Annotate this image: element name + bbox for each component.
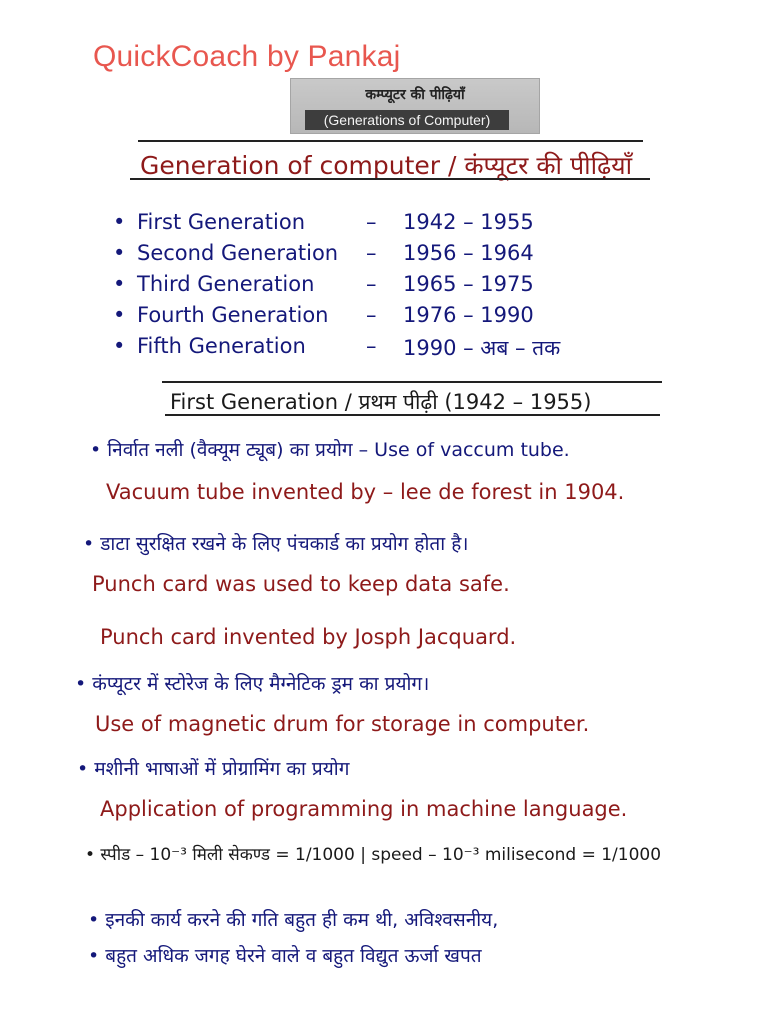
dash: – (366, 210, 377, 234)
bullet: • (113, 272, 126, 296)
generation-name: Fourth Generation (137, 303, 329, 327)
section-title: First Generation / प्रथम पीढ़ी (1942 – 1955) (170, 390, 592, 414)
note-line: • स्पीड – 10⁻³ मिली सेकण्ड = 1/1000 | speed – 10⁻³ milisecond = 1/1000 (85, 845, 662, 865)
generation-range: 1956 – 1964 (403, 241, 534, 265)
brand-watermark: QuickCoach by Pankaj (93, 40, 401, 73)
note-line: • बहुत अधिक जगह घेरने वाले व बहुत विद्युत ऊर्जा खपत (88, 945, 482, 967)
generation-list (113, 210, 583, 365)
note-line: Punch card invented by Josph Jacquard. (100, 625, 517, 649)
generation-range: 1990 – अब – तक (403, 336, 561, 360)
generation-name: First Generation (137, 210, 306, 234)
dash: – (366, 303, 377, 327)
generation-range: 1942 – 1955 (403, 210, 534, 234)
generation-range: 1976 – 1990 (403, 303, 534, 327)
generation-item (113, 334, 583, 362)
note-line: Punch card was used to keep data safe. (92, 572, 510, 596)
note-line: Vacuum tube invented by – lee de forest in 1904. (106, 480, 625, 504)
note-line: • मशीनी भाषाओं में प्रोग्रामिंग का प्रयोग (77, 758, 350, 780)
dash: – (366, 334, 377, 358)
generation-name: Fifth Generation (137, 334, 306, 358)
generation-item (113, 272, 583, 300)
generation-item (113, 210, 583, 238)
generation-range: 1965 – 1975 (403, 272, 534, 296)
note-line: • निर्वात नली (वैक्यूम ट्यूब) का प्रयोग – Use of vaccum tube. (90, 439, 570, 461)
section-top-rule (162, 381, 662, 383)
note-line: Use of magnetic drum for storage in computer. (95, 712, 590, 736)
dash: – (366, 272, 377, 296)
note-line: • कंप्यूटर में स्टोरेज के लिए मैग्नेटिक ड्रम का प्रयोग। (75, 673, 430, 695)
header-english-title: (Generations of Computer) (305, 110, 509, 130)
dash: – (366, 241, 377, 265)
bullet: • (113, 303, 126, 327)
generation-name: Second Generation (137, 241, 339, 265)
note-line: • डाटा सुरक्षित रखने के लिए पंचकार्ड का प्रयोग होता है। (83, 533, 469, 555)
bullet: • (113, 210, 126, 234)
page-title: Generation of computer / कंप्यूटर की पीढ़ियाँ (140, 151, 633, 180)
bullet: • (113, 334, 126, 358)
bullet: • (113, 241, 126, 265)
chapter-header-banner (290, 78, 540, 134)
generation-name: Third Generation (137, 272, 315, 296)
header-hindi-title: कम्प्यूटर की पीढ़ियाँ (365, 87, 465, 103)
note-line: Application of programming in machine language. (100, 797, 628, 821)
title-underline (130, 178, 650, 180)
top-rule (138, 140, 643, 142)
generation-item (113, 241, 583, 269)
generation-item (113, 303, 583, 331)
note-line: • इनकी कार्य करने की गति बहुत ही कम थी, अविश्वसनीय, (88, 909, 499, 931)
section-underline (165, 414, 660, 416)
